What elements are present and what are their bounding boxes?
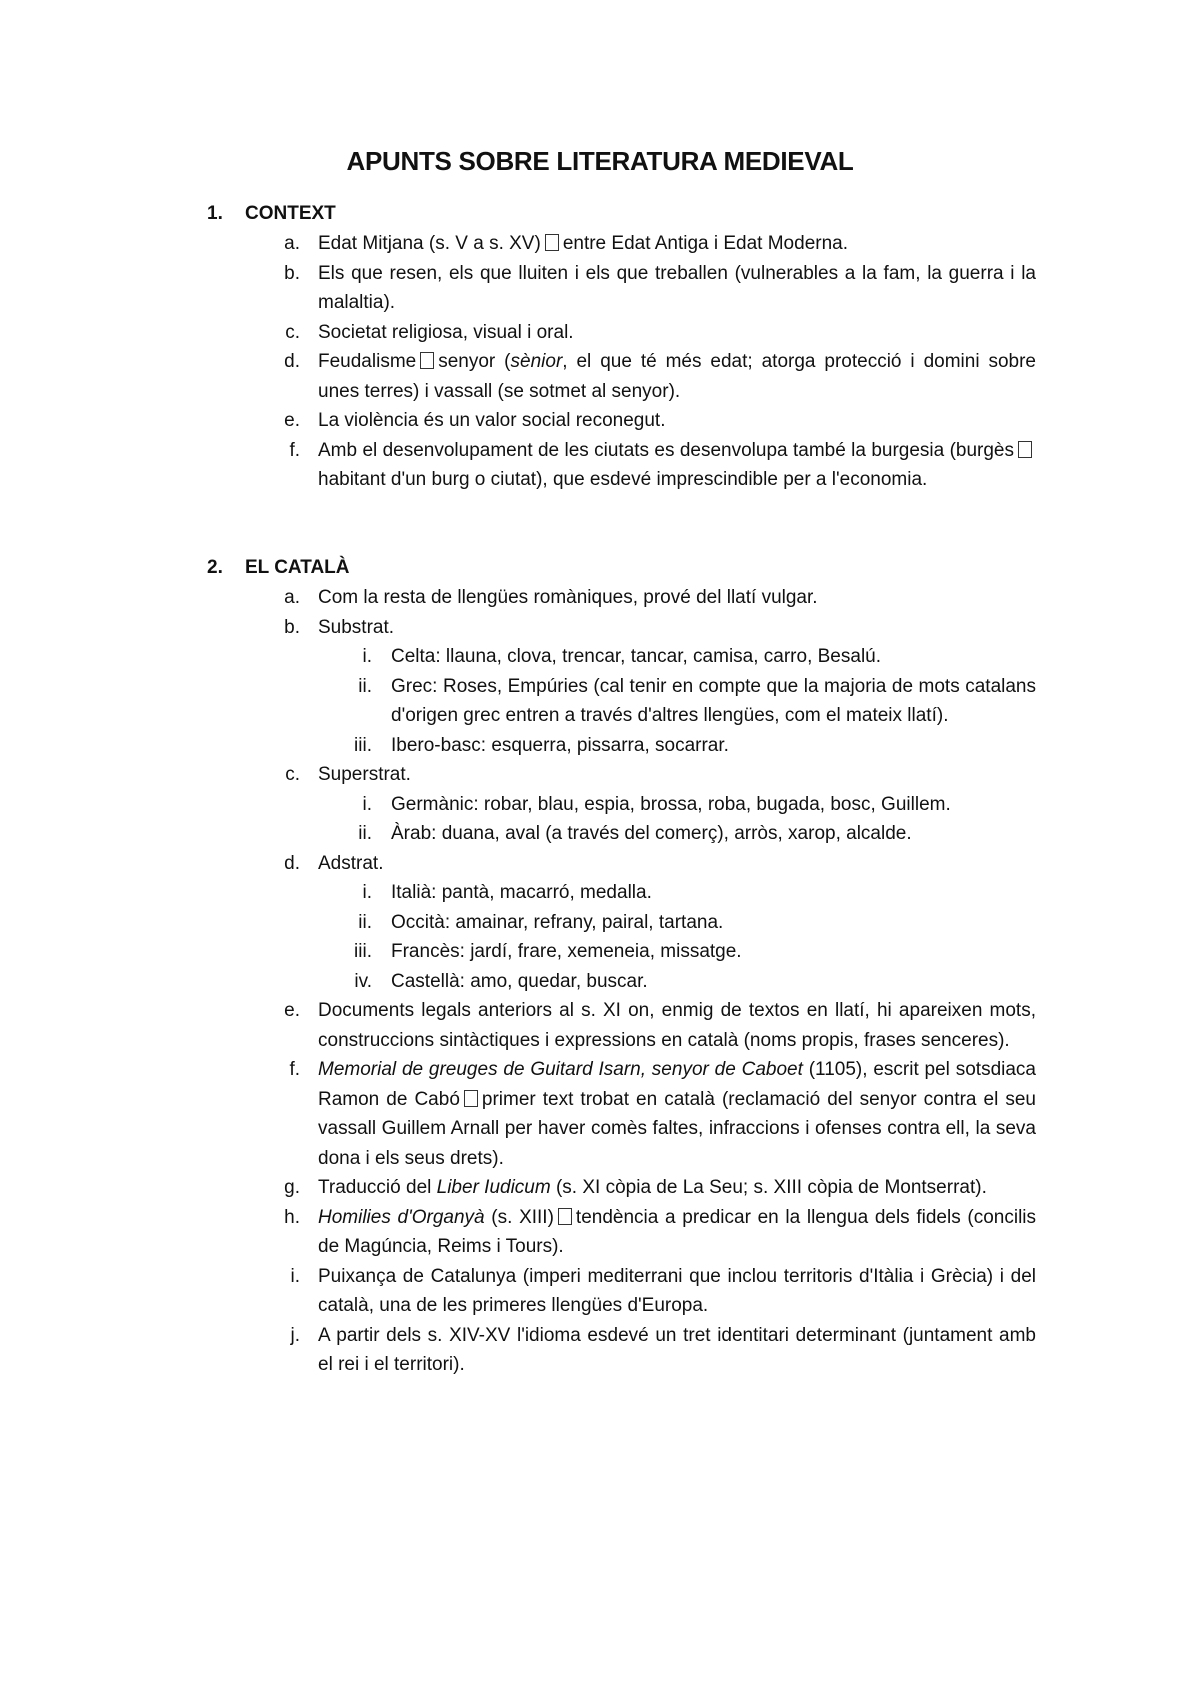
item-text: (1105), escrit pel sotsdiaca Ramon de Cabó <box>318 1059 1036 1110</box>
list-marker: g. <box>284 1177 300 1198</box>
item-text: , el que té més edat; atorga protecció i domini sobre unes terres) i vassall (se sotmet al senyor). <box>318 351 1036 402</box>
item-text: Traducció del <box>318 1177 437 1198</box>
item-text: Grec: Roses, Empúries (cal tenir en compte que la majoria de mots catalans d'origen grec entren a través d'altres llengües, com el mateix llatí). <box>391 675 1036 726</box>
list-item <box>0 347 1200 406</box>
arrow-icon <box>545 234 559 251</box>
list-marker: j. <box>290 1324 300 1346</box>
item-text: (s. XIII) <box>484 1206 554 1228</box>
list-marker: d. <box>284 351 300 372</box>
list-item <box>0 583 1200 613</box>
item-text: Substrat. <box>318 616 395 638</box>
section-catala <box>0 553 1200 1380</box>
arrow-icon <box>1018 441 1032 458</box>
list-marker: a. <box>284 233 300 254</box>
item-text: Edat Mitjana (s. V a s. XV) <box>318 233 541 254</box>
section-number: 1. <box>207 203 223 224</box>
arrow-icon <box>420 352 434 369</box>
list-item <box>0 1055 1200 1173</box>
list-marker: c. <box>285 764 300 785</box>
list-marker: i. <box>362 793 372 815</box>
item-text: Amb el desenvolupament de les ciutats es desenvolupa també la burgesia (burgès <box>318 439 1014 461</box>
list-marker: b. <box>284 262 300 284</box>
list-marker: iii. <box>354 734 372 756</box>
list-marker: f. <box>289 439 300 461</box>
item-text: Àrab: duana, aval (a través del comerç), arròs, xarop, alcalde. <box>391 823 912 844</box>
list-item <box>0 849 1200 879</box>
list-marker: ii. <box>358 911 372 933</box>
item-text: Occità: amainar, refrany, pairal, tartana. <box>391 911 724 933</box>
list-item <box>0 1173 1200 1203</box>
list-item <box>0 436 1200 495</box>
list-item <box>0 318 1200 348</box>
item-text: senyor ( <box>438 351 511 372</box>
list-marker: a. <box>284 587 300 608</box>
section-number: 2. <box>207 557 223 578</box>
item-text: Italià: pantà, macarró, medalla. <box>391 882 652 903</box>
item-text: Feudalisme <box>318 351 417 372</box>
list-marker: c. <box>285 321 300 343</box>
item-text: primer text trobat en català (reclamació del senyor contra el seu vassall Guillem Arnall per haver comès faltes, infraccions i ofenses contra ell, la seva dona i els seus drets). <box>318 1088 1036 1169</box>
list-item <box>0 613 1200 643</box>
list-marker: i. <box>362 646 372 667</box>
list-item <box>0 1203 1200 1262</box>
item-text: Superstrat. <box>318 764 411 785</box>
section-title: EL CATALÀ <box>245 557 350 578</box>
sub-list-item <box>0 937 1200 967</box>
item-text: Castellà: amo, quedar, buscar. <box>391 970 648 992</box>
item-text: tendència a predicar en la llengua dels fidels (concilis de Magúncia, Reims i Tours). <box>318 1206 1037 1257</box>
sub-list-item <box>0 642 1200 672</box>
list-item <box>0 259 1200 318</box>
section-title: CONTEXT <box>245 203 336 224</box>
list-marker: f. <box>289 1059 300 1080</box>
item-text: Com la resta de llengües romàniques, prové del llatí vulgar. <box>318 587 818 608</box>
sub-list-item <box>0 731 1200 761</box>
italic-title: Memorial de greuges de Guitard Isarn, senyor de Caboet <box>318 1059 803 1080</box>
list-marker: e. <box>284 410 300 431</box>
item-text: Puixança de Catalunya (imperi mediterrani que inclou territoris d'Itàlia i Grècia) i del català, una de les primeres llengües d'Europa. <box>318 1265 1036 1316</box>
item-text: entre Edat Antiga i Edat Moderna. <box>562 233 848 254</box>
list-marker: i. <box>362 882 372 903</box>
item-text: Francès: jardí, frare, xemeneia, missatge. <box>391 941 742 962</box>
list-item <box>0 1321 1200 1380</box>
list-marker: h. <box>284 1206 300 1228</box>
sub-list-item <box>0 790 1200 820</box>
item-text: Documents legals anteriors al s. XI on, enmig de textos en llatí, hi apareixen mots, construccions sintàctiques i expressions en català (noms propis, frases senceres). <box>318 1000 1036 1051</box>
list-item <box>0 996 1200 1055</box>
sub-list-item <box>0 819 1200 849</box>
list-marker: ii. <box>358 675 372 697</box>
sub-list-item <box>0 878 1200 908</box>
list-marker: iv. <box>354 970 372 992</box>
sub-list-item <box>0 967 1200 997</box>
arrow-icon <box>558 1208 572 1225</box>
list-marker: i. <box>290 1265 300 1287</box>
arrow-icon <box>464 1090 478 1107</box>
document-title: APUNTS SOBRE LITERATURA MEDIEVAL <box>346 146 854 176</box>
section-heading <box>0 199 1200 229</box>
sub-list-item <box>0 908 1200 938</box>
list-marker: b. <box>284 616 300 638</box>
item-text: Adstrat. <box>318 852 384 874</box>
list-marker: ii. <box>358 823 372 844</box>
sub-list-item <box>0 672 1200 731</box>
item-text: Societat religiosa, visual i oral. <box>318 321 574 343</box>
list-item <box>0 406 1200 436</box>
list-marker: iii. <box>354 941 372 962</box>
item-text: habitant d'un burg o ciutat), que esdevé imprescindible per a l'economia. <box>318 469 928 490</box>
section-heading <box>0 553 1200 583</box>
list-marker: d. <box>284 852 300 874</box>
item-text: A partir dels s. XIV-XV l'idioma esdevé un tret identitari determinant (juntament amb el rei i el territori). <box>318 1324 1036 1375</box>
list-item <box>0 760 1200 790</box>
item-text: La violència és un valor social reconegut. <box>318 410 666 431</box>
item-text: Celta: llauna, clova, trencar, tancar, camisa, carro, Besalú. <box>391 646 882 667</box>
italic-title: Homilies d'Organyà <box>318 1206 485 1228</box>
list-item <box>0 1262 1200 1321</box>
list-marker: e. <box>284 1000 300 1021</box>
italic-term: sènior <box>510 351 563 372</box>
item-text: Els que resen, els que lluiten i els que treballen (vulnerables a la fam, la guerra i la malaltia). <box>318 262 1036 313</box>
item-text: Ibero-basc: esquerra, pissarra, socarrar. <box>391 734 729 756</box>
italic-title: Liber Iudicum <box>436 1177 551 1198</box>
item-text: (s. XI còpia de La Seu; s. XIII còpia de Montserrat). <box>550 1177 987 1198</box>
section-context <box>0 199 1200 495</box>
item-text: Germànic: robar, blau, espia, brossa, roba, bugada, bosc, Guillem. <box>391 793 951 815</box>
list-item <box>0 229 1200 259</box>
